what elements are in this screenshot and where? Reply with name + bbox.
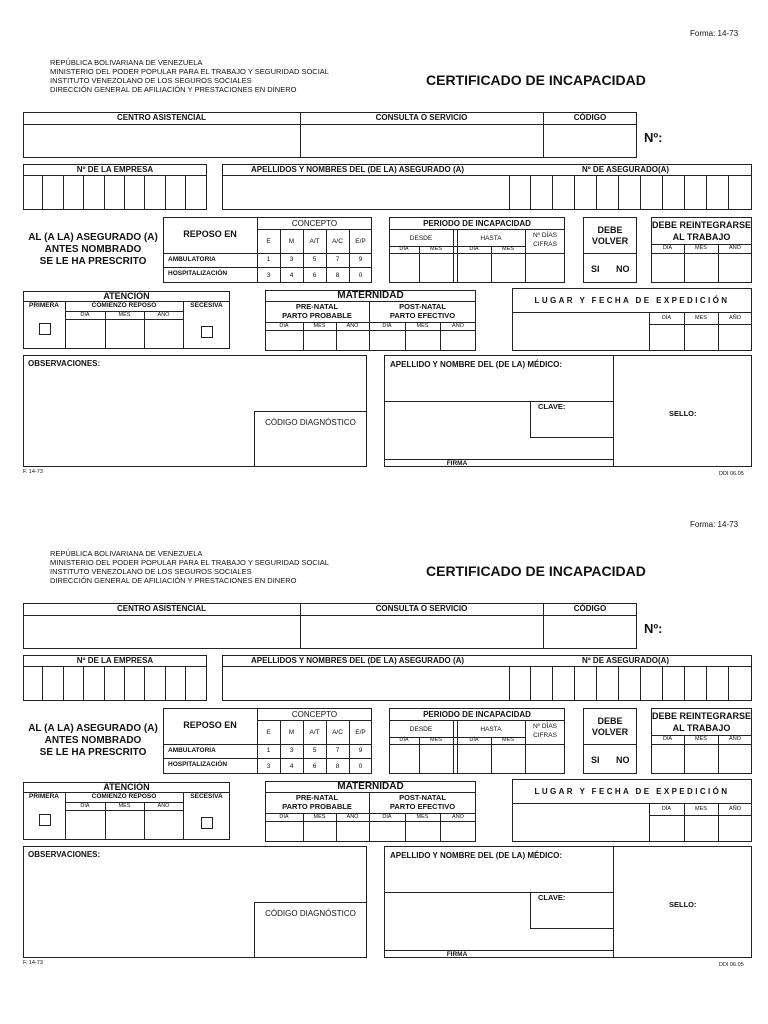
periodo-fields[interactable] xyxy=(390,254,564,282)
firma-area[interactable] xyxy=(385,893,529,949)
volver-label: VOLVER xyxy=(591,727,629,737)
atencion-label: ATENCIÓN xyxy=(103,782,150,792)
reposo-en-label: REPOSO EN xyxy=(183,229,237,239)
ambulatoria-val[interactable]: 3 xyxy=(289,256,294,263)
expedicion-mes: MES xyxy=(695,806,707,812)
desde-mes: MES xyxy=(430,737,442,743)
parto-probable-label: PARTO PROBABLE xyxy=(282,802,352,811)
hospitalizacion-val[interactable]: 0 xyxy=(358,272,363,279)
desde-dia: DÍA xyxy=(399,246,409,252)
periodo-label: PERIODO DE INCAPACIDAD xyxy=(423,710,531,719)
comienzo-anio: AÑO xyxy=(157,803,170,809)
reintegrarse-label-1: DEBE REINTEGRARSE xyxy=(651,711,751,721)
parto-efectivo-label: PARTO EFECTIVO xyxy=(389,802,456,811)
concepto-col-at: A/T xyxy=(309,238,320,245)
post-natal-label: POST-NATAL xyxy=(399,793,446,802)
comienzo-anio: AÑO xyxy=(157,312,170,318)
ambulatoria-label: AMBULATORIA xyxy=(168,256,216,263)
form-title: CERTIFICADO DE INCAPACIDAD xyxy=(426,563,646,579)
hasta-dia: DÍA xyxy=(469,737,479,743)
header-line-4: DIRECCIÓN GENERAL DE AFILIACIÓN Y PRESTACIONES EN DINERO xyxy=(50,576,297,585)
comienzo-reposo-label: COMIENZO REPOSO xyxy=(91,793,157,800)
hasta-label: HASTA xyxy=(480,235,502,242)
concepto-label: CONCEPTO xyxy=(291,710,338,719)
hospitalizacion-val[interactable]: 3 xyxy=(266,272,271,279)
post-dia: DÍA xyxy=(382,814,392,820)
reintegrarse-label-2: AL TRABAJO xyxy=(672,232,731,242)
centro-asistencial-label: CENTRO ASISTENCIAL xyxy=(116,113,207,122)
secesiva-checkbox[interactable] xyxy=(201,817,213,829)
empresa-label: Nº DE LA EMPRESA xyxy=(76,656,154,665)
ambulatoria-val[interactable]: 9 xyxy=(358,256,363,263)
ambulatoria-val[interactable]: 5 xyxy=(312,747,317,754)
consulta-servicio-label: CONSULTA O SERVICIO xyxy=(375,604,468,613)
firma-label: FIRMA xyxy=(446,951,468,958)
apellido-medico-field[interactable] xyxy=(385,863,612,891)
pre-anio: AÑO xyxy=(346,814,359,820)
firma-area[interactable] xyxy=(385,402,529,458)
al-asegurado-3: SE LE HA PRESCRITO xyxy=(39,747,147,758)
comienzo-mes: MES xyxy=(118,312,131,318)
desde-dia: DÍA xyxy=(399,737,409,743)
sello-label: SELLO: xyxy=(669,409,697,418)
sello-area[interactable] xyxy=(614,847,751,957)
volver-label: VOLVER xyxy=(591,236,629,246)
hospitalizacion-val[interactable]: 6 xyxy=(312,272,317,279)
certificado-form-2 xyxy=(0,491,768,981)
apellidos-field[interactable] xyxy=(223,176,509,209)
concepto-col-ac: A/C xyxy=(332,729,343,736)
form-number: Forma: 14-73 xyxy=(690,520,739,529)
empresa-label: Nº DE LA EMPRESA xyxy=(76,165,154,174)
expedicion-anio: AÑO xyxy=(729,806,741,812)
codigo-label: CÓDIGO xyxy=(573,604,607,613)
ambulatoria-label: AMBULATORIA xyxy=(168,747,216,754)
hospitalizacion-val[interactable]: 0 xyxy=(358,763,363,770)
asegurado-cells[interactable] xyxy=(509,667,752,700)
concepto-col-ep: E/P xyxy=(355,238,366,245)
pre-dia: DÍA xyxy=(279,323,289,329)
hospitalizacion-val[interactable]: 4 xyxy=(289,272,294,279)
footer-ddi-code: DDI 06.05 xyxy=(719,962,744,968)
debe-label: DEBE xyxy=(597,225,623,235)
codigo-field[interactable] xyxy=(544,125,636,157)
sello-label: SELLO: xyxy=(669,900,697,909)
comienzo-mes: MES xyxy=(118,803,131,809)
periodo-label: PERIODO DE INCAPACIDAD xyxy=(423,219,531,228)
header-line-2: MINISTERIO DEL PODER POPULAR PARA EL TRABAJO Y SEGURIDAD SOCIAL xyxy=(50,558,329,567)
apellidos-field[interactable] xyxy=(223,667,509,700)
desde-label: DESDE xyxy=(409,235,433,242)
secesiva-label: SECESIVA xyxy=(190,793,223,800)
parto-efectivo-label: PARTO EFECTIVO xyxy=(389,311,456,320)
expedicion-mes: MES xyxy=(695,315,707,321)
clave-field[interactable] xyxy=(531,412,612,436)
apellidos-label: APELLIDOS Y NOMBRES DEL (DE LA) ASEGURADO (A) xyxy=(251,656,465,665)
clave-label: CLAVE: xyxy=(538,893,566,902)
comienzo-dia: DÍA xyxy=(80,803,90,809)
fecha-expedicion-fields[interactable] xyxy=(650,325,751,350)
al-asegurado-2: ANTES NOMBRADO xyxy=(44,735,142,746)
cifras-label: CIFRAS xyxy=(533,241,557,248)
lugar-fecha-label: LUGAR Y FECHA DE EXPEDICIÓN xyxy=(534,787,730,796)
ambulatoria-val[interactable]: 1 xyxy=(266,747,271,754)
clave-label: CLAVE: xyxy=(538,402,566,411)
apellidos-label: APELLIDOS Y NOMBRES DEL (DE LA) ASEGURADO (A) xyxy=(251,165,465,174)
empresa-cells[interactable] xyxy=(23,176,207,209)
comienzo-fields[interactable] xyxy=(66,811,182,839)
al-asegurado-1: AL (A LA) ASEGURADO (A) xyxy=(28,723,158,734)
hospitalizacion-val[interactable]: 8 xyxy=(335,272,340,279)
consulta-servicio-label: CONSULTA O SERVICIO xyxy=(375,113,468,122)
primera-label: PRIMERA xyxy=(29,793,59,800)
expedicion-dia: DÍA xyxy=(661,806,672,812)
codigo-diagnostico-label: CÓDIGO DIAGNÓSTICO xyxy=(265,418,356,427)
pre-mes: MES xyxy=(313,323,326,329)
lugar-field[interactable] xyxy=(513,313,648,350)
header-line-2: MINISTERIO DEL PODER POPULAR PARA EL TRABAJO Y SEGURIDAD SOCIAL xyxy=(50,67,329,76)
maternidad-label: MATERNIDAD xyxy=(337,781,404,792)
hospitalizacion-label: HOSPITALIZACIÓN xyxy=(168,761,228,768)
expedicion-dia: DÍA xyxy=(661,315,672,321)
num-dias-label: Nº DÍAS xyxy=(532,232,558,239)
post-natal-label: POST-NATAL xyxy=(399,302,446,311)
pre-natal-label: PRE-NATAL xyxy=(295,302,339,311)
pre-natal-label: PRE-NATAL xyxy=(295,793,339,802)
reintegro-fields[interactable] xyxy=(652,745,751,773)
concepto-label: CONCEPTO xyxy=(291,219,338,228)
fecha-expedicion-fields[interactable] xyxy=(650,816,751,841)
centro-asistencial-field[interactable] xyxy=(24,125,299,157)
hasta-label: HASTA xyxy=(480,726,502,733)
header-line-1: REPÚBLICA BOLIVARIANA DE VENEZUELA xyxy=(50,58,203,67)
reintegrarse-label-2: AL TRABAJO xyxy=(672,723,731,733)
ambulatoria-val[interactable]: 7 xyxy=(335,747,340,754)
ambulatoria-val[interactable]: 9 xyxy=(358,747,363,754)
concepto-col-ac: A/C xyxy=(332,238,343,245)
firma-label: FIRMA xyxy=(446,460,468,467)
concepto-col-e: E xyxy=(266,238,271,245)
concepto-col-at: A/T xyxy=(309,729,320,736)
comienzo-dia: DÍA xyxy=(80,312,90,318)
clave-field[interactable] xyxy=(531,903,612,927)
cifras-label: CIFRAS xyxy=(533,732,557,739)
al-asegurado-1: AL (A LA) ASEGURADO (A) xyxy=(28,232,158,243)
apellido-medico-label: APELLIDO Y NOMBRE DEL (DE LA) MÉDICO: xyxy=(390,851,563,860)
observaciones-field[interactable] xyxy=(24,863,254,957)
si-option[interactable]: SI xyxy=(591,264,600,274)
observaciones-label: OBSERVACIONES: xyxy=(28,359,101,368)
certificado-form-1 xyxy=(0,0,768,490)
no-option[interactable]: NO xyxy=(616,264,630,274)
header-line-1: REPÚBLICA BOLIVARIANA DE VENEZUELA xyxy=(50,549,203,558)
header-line-3: INSTITUTO VENEZOLANO DE LOS SEGUROS SOCIALES xyxy=(50,567,252,576)
reintegro-dia: DÍA xyxy=(662,245,673,251)
num-dias-label: Nº DÍAS xyxy=(532,723,558,730)
num-asegurado-label: Nº DE ASEGURADO(A) xyxy=(582,656,670,665)
reintegro-fields[interactable] xyxy=(652,254,751,282)
pre-mes: MES xyxy=(313,814,326,820)
hasta-mes: MES xyxy=(502,246,514,252)
lugar-fecha-label: LUGAR Y FECHA DE EXPEDICIÓN xyxy=(534,296,730,305)
reposo-en-label: REPOSO EN xyxy=(183,720,237,730)
debe-label: DEBE xyxy=(597,716,623,726)
ambulatoria-val[interactable]: 7 xyxy=(335,256,340,263)
post-mes: MES xyxy=(416,323,429,329)
reintegrarse-label-1: DEBE REINTEGRARSE xyxy=(651,220,751,230)
hospitalizacion-val[interactable]: 8 xyxy=(335,763,340,770)
footer-form-code: F. 14-73 xyxy=(23,960,43,966)
hasta-dia: DÍA xyxy=(469,246,479,252)
ambulatoria-val[interactable]: 1 xyxy=(266,256,271,263)
apellido-medico-field[interactable] xyxy=(385,372,612,400)
ambulatoria-val[interactable]: 3 xyxy=(289,747,294,754)
empresa-cells[interactable] xyxy=(23,667,207,700)
observaciones-field[interactable] xyxy=(24,372,254,466)
comienzo-reposo-label: COMIENZO REPOSO xyxy=(91,302,157,309)
si-option[interactable]: SI xyxy=(591,755,600,765)
al-asegurado-3: SE LE HA PRESCRITO xyxy=(39,256,147,267)
post-dia: DÍA xyxy=(382,323,392,329)
expedicion-anio: AÑO xyxy=(729,315,741,321)
reintegro-mes: MES xyxy=(695,736,707,742)
consulta-servicio-field[interactable] xyxy=(301,616,542,648)
reintegro-anio: AÑO xyxy=(729,736,741,742)
ambulatoria-val[interactable]: 5 xyxy=(312,256,317,263)
maternidad-fields[interactable] xyxy=(266,331,475,350)
reintegro-dia: DÍA xyxy=(662,736,673,742)
hospitalizacion-val[interactable]: 3 xyxy=(266,763,271,770)
maternidad-fields[interactable] xyxy=(266,822,475,841)
consulta-servicio-field[interactable] xyxy=(301,125,542,157)
centro-asistencial-label: CENTRO ASISTENCIAL xyxy=(116,604,207,613)
hospitalizacion-val[interactable]: 6 xyxy=(312,763,317,770)
parto-probable-label: PARTO PROBABLE xyxy=(282,311,352,320)
concepto-col-m: M xyxy=(288,729,295,736)
hospitalizacion-val[interactable]: 4 xyxy=(289,763,294,770)
reintegro-mes: MES xyxy=(695,245,707,251)
maternidad-label: MATERNIDAD xyxy=(337,290,404,301)
hospitalizacion-label: HOSPITALIZACIÓN xyxy=(168,270,228,277)
secesiva-label: SECESIVA xyxy=(190,302,223,309)
periodo-fields[interactable] xyxy=(390,745,564,773)
concepto-col-ep: E/P xyxy=(355,729,366,736)
primera-label: PRIMERA xyxy=(29,302,59,309)
num-asegurado-label: Nº DE ASEGURADO(A) xyxy=(582,165,670,174)
header-line-3: INSTITUTO VENEZOLANO DE LOS SEGUROS SOCIALES xyxy=(50,76,252,85)
footer-ddi-code: DDI 06.05 xyxy=(719,471,744,477)
lugar-field[interactable] xyxy=(513,804,648,841)
codigo-label: CÓDIGO xyxy=(573,113,607,122)
pre-anio: AÑO xyxy=(346,323,359,329)
codigo-field[interactable] xyxy=(544,616,636,648)
form-title: CERTIFICADO DE INCAPACIDAD xyxy=(426,72,646,88)
concepto-col-e: E xyxy=(266,729,271,736)
asegurado-cells[interactable] xyxy=(509,176,752,209)
al-asegurado-2: ANTES NOMBRADO xyxy=(44,244,142,255)
post-anio: AÑO xyxy=(452,814,464,820)
primera-checkbox[interactable] xyxy=(39,323,51,335)
desde-label: DESDE xyxy=(409,726,433,733)
secesiva-checkbox[interactable] xyxy=(201,326,213,338)
post-anio: AÑO xyxy=(452,323,464,329)
footer-form-code: F. 14-73 xyxy=(23,469,43,475)
reintegro-anio: AÑO xyxy=(729,245,741,251)
comienzo-fields[interactable] xyxy=(66,320,182,348)
post-mes: MES xyxy=(416,814,429,820)
numero-label: Nº: xyxy=(644,621,663,636)
pre-dia: DÍA xyxy=(279,814,289,820)
apellido-medico-label: APELLIDO Y NOMBRE DEL (DE LA) MÉDICO: xyxy=(390,360,563,369)
concepto-col-m: M xyxy=(288,238,295,245)
primera-checkbox[interactable] xyxy=(39,814,51,826)
hasta-mes: MES xyxy=(502,737,514,743)
desde-mes: MES xyxy=(430,246,442,252)
sello-area[interactable] xyxy=(614,356,751,466)
form-number: Forma: 14-73 xyxy=(690,29,739,38)
header-line-4: DIRECCIÓN GENERAL DE AFILIACIÓN Y PRESTACIONES EN DINERO xyxy=(50,85,297,94)
no-option[interactable]: NO xyxy=(616,755,630,765)
centro-asistencial-field[interactable] xyxy=(24,616,299,648)
numero-label: Nº: xyxy=(644,130,663,145)
atencion-label: ATENCIÓN xyxy=(103,291,150,301)
observaciones-label: OBSERVACIONES: xyxy=(28,850,101,859)
codigo-diagnostico-label: CÓDIGO DIAGNÓSTICO xyxy=(265,909,356,918)
